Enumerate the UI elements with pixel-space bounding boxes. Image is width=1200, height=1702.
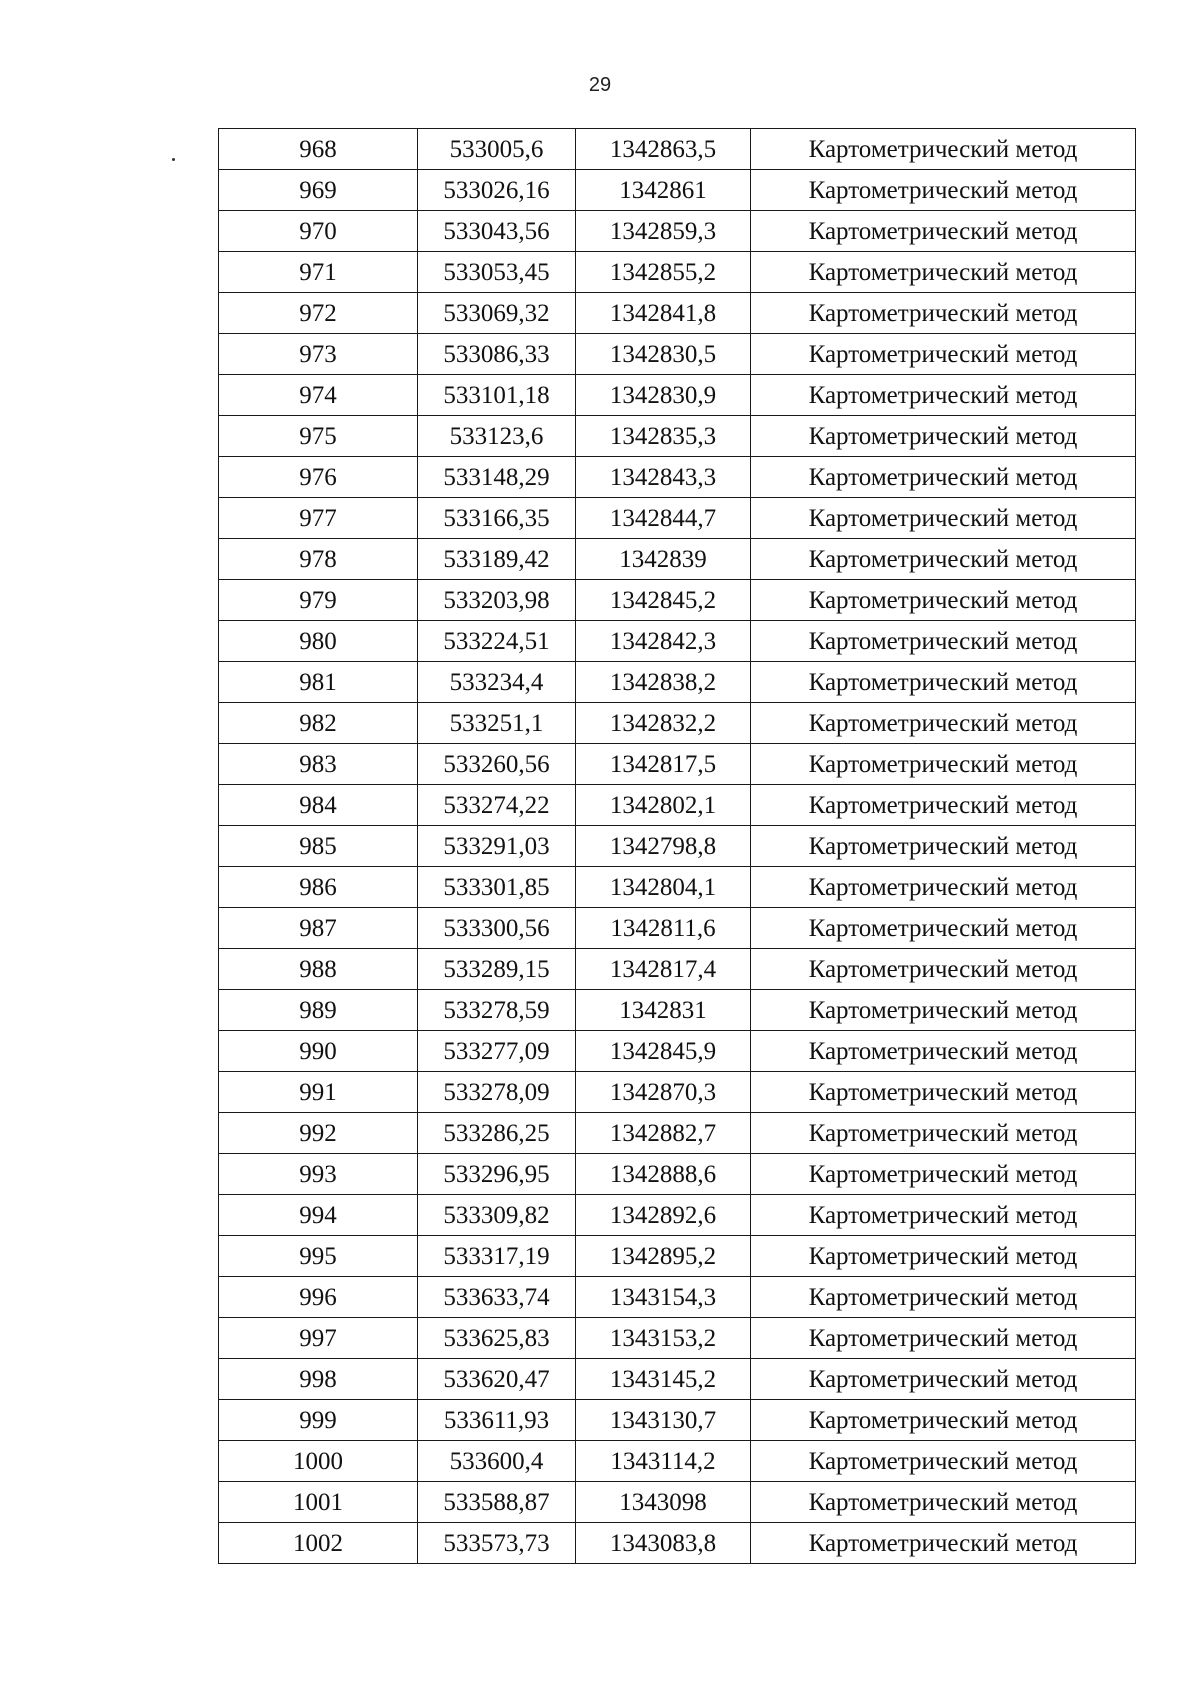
table-row [219, 375, 1136, 416]
x-coordinate-cell: 533203,98 [418, 580, 576, 621]
x-coordinate-cell: 533101,18 [418, 375, 576, 416]
method-cell: Картометрический метод [751, 580, 1136, 621]
y-coordinate-cell: 1342892,6 [576, 1195, 751, 1236]
method-cell: Картометрический метод [751, 949, 1136, 990]
y-coordinate-cell: 1342859,3 [576, 211, 751, 252]
x-coordinate-cell: 533573,73 [418, 1523, 576, 1564]
method-cell: Картометрический метод [751, 1031, 1136, 1072]
point-number-cell: 968 [219, 129, 418, 170]
point-number-cell: 985 [219, 826, 418, 867]
method-cell: Картометрический метод [751, 621, 1136, 662]
point-number-cell: 969 [219, 170, 418, 211]
method-cell: Картометрический метод [751, 457, 1136, 498]
point-number-cell: 987 [219, 908, 418, 949]
point-number-cell: 1000 [219, 1441, 418, 1482]
y-coordinate-cell: 1342843,3 [576, 457, 751, 498]
table-row [219, 949, 1136, 990]
method-cell: Картометрический метод [751, 826, 1136, 867]
x-coordinate-cell: 533309,82 [418, 1195, 576, 1236]
y-coordinate-cell: 1342842,3 [576, 621, 751, 662]
method-cell: Картометрический метод [751, 375, 1136, 416]
x-coordinate-cell: 533633,74 [418, 1277, 576, 1318]
x-coordinate-cell: 533625,83 [418, 1318, 576, 1359]
y-coordinate-cell: 1342831 [576, 990, 751, 1031]
table-row [219, 580, 1136, 621]
table-row [219, 170, 1136, 211]
y-coordinate-cell: 1343153,2 [576, 1318, 751, 1359]
y-coordinate-cell: 1343098 [576, 1482, 751, 1523]
x-coordinate-cell: 533224,51 [418, 621, 576, 662]
table-row [219, 211, 1136, 252]
point-number-cell: 986 [219, 867, 418, 908]
x-coordinate-cell: 533026,16 [418, 170, 576, 211]
point-number-cell: 975 [219, 416, 418, 457]
y-coordinate-cell: 1342817,5 [576, 744, 751, 785]
x-coordinate-cell: 533260,56 [418, 744, 576, 785]
point-number-cell: 991 [219, 1072, 418, 1113]
y-coordinate-cell: 1342845,9 [576, 1031, 751, 1072]
point-number-cell: 974 [219, 375, 418, 416]
table-row [219, 539, 1136, 580]
table-row [219, 252, 1136, 293]
x-coordinate-cell: 533286,25 [418, 1113, 576, 1154]
y-coordinate-cell: 1342845,2 [576, 580, 751, 621]
method-cell: Картометрический метод [751, 1195, 1136, 1236]
method-cell: Картометрический метод [751, 252, 1136, 293]
point-number-cell: 997 [219, 1318, 418, 1359]
point-number-cell: 984 [219, 785, 418, 826]
table-row [219, 1236, 1136, 1277]
point-number-cell: 994 [219, 1195, 418, 1236]
y-coordinate-cell: 1342855,2 [576, 252, 751, 293]
point-number-cell: 992 [219, 1113, 418, 1154]
method-cell: Картометрический метод [751, 334, 1136, 375]
table-row [219, 662, 1136, 703]
x-coordinate-cell: 533123,6 [418, 416, 576, 457]
x-coordinate-cell: 533620,47 [418, 1359, 576, 1400]
x-coordinate-cell: 533274,22 [418, 785, 576, 826]
y-coordinate-cell: 1343130,7 [576, 1400, 751, 1441]
table-row [219, 1523, 1136, 1564]
point-number-cell: 977 [219, 498, 418, 539]
x-coordinate-cell: 533148,29 [418, 457, 576, 498]
y-coordinate-cell: 1342830,5 [576, 334, 751, 375]
y-coordinate-cell: 1342830,9 [576, 375, 751, 416]
point-number-cell: 996 [219, 1277, 418, 1318]
x-coordinate-cell: 533278,59 [418, 990, 576, 1031]
point-number-cell: 983 [219, 744, 418, 785]
method-cell: Картометрический метод [751, 1523, 1136, 1564]
method-cell: Картометрический метод [751, 1072, 1136, 1113]
method-cell: Картометрический метод [751, 703, 1136, 744]
table-row [219, 703, 1136, 744]
point-number-cell: 980 [219, 621, 418, 662]
method-cell: Картометрический метод [751, 785, 1136, 826]
table-row [219, 744, 1136, 785]
table-row [219, 867, 1136, 908]
table-row [219, 457, 1136, 498]
y-coordinate-cell: 1342841,8 [576, 293, 751, 334]
table-row [219, 1154, 1136, 1195]
coordinates-table-body [219, 129, 1136, 1564]
point-number-cell: 1001 [219, 1482, 418, 1523]
method-cell: Картометрический метод [751, 1441, 1136, 1482]
method-cell: Картометрический метод [751, 1482, 1136, 1523]
method-cell: Картометрический метод [751, 416, 1136, 457]
method-cell: Картометрический метод [751, 1359, 1136, 1400]
x-coordinate-cell: 533600,4 [418, 1441, 576, 1482]
y-coordinate-cell: 1342835,3 [576, 416, 751, 457]
point-number-cell: 999 [219, 1400, 418, 1441]
table-row [219, 1482, 1136, 1523]
table-row [219, 785, 1136, 826]
x-coordinate-cell: 533053,45 [418, 252, 576, 293]
x-coordinate-cell: 533317,19 [418, 1236, 576, 1277]
method-cell: Картометрический метод [751, 1236, 1136, 1277]
point-number-cell: 993 [219, 1154, 418, 1195]
method-cell: Картометрический метод [751, 908, 1136, 949]
method-cell: Картометрический метод [751, 1277, 1136, 1318]
y-coordinate-cell: 1343114,2 [576, 1441, 751, 1482]
table-row [219, 293, 1136, 334]
table-row [219, 1072, 1136, 1113]
x-coordinate-cell: 533291,03 [418, 826, 576, 867]
method-cell: Картометрический метод [751, 293, 1136, 334]
x-coordinate-cell: 533300,56 [418, 908, 576, 949]
x-coordinate-cell: 533234,4 [418, 662, 576, 703]
x-coordinate-cell: 533278,09 [418, 1072, 576, 1113]
method-cell: Картометрический метод [751, 498, 1136, 539]
y-coordinate-cell: 1342811,6 [576, 908, 751, 949]
table-row [219, 1441, 1136, 1482]
method-cell: Картометрический метод [751, 539, 1136, 580]
point-number-cell: 979 [219, 580, 418, 621]
y-coordinate-cell: 1342888,6 [576, 1154, 751, 1195]
x-coordinate-cell: 533289,15 [418, 949, 576, 990]
x-coordinate-cell: 533166,35 [418, 498, 576, 539]
point-number-cell: 988 [219, 949, 418, 990]
method-cell: Картометрический метод [751, 1400, 1136, 1441]
table-row [219, 1113, 1136, 1154]
method-cell: Картометрический метод [751, 1113, 1136, 1154]
y-coordinate-cell: 1342832,2 [576, 703, 751, 744]
y-coordinate-cell: 1343083,8 [576, 1523, 751, 1564]
x-coordinate-cell: 533301,85 [418, 867, 576, 908]
table-row [219, 990, 1136, 1031]
point-number-cell: 990 [219, 1031, 418, 1072]
x-coordinate-cell: 533069,32 [418, 293, 576, 334]
method-cell: Картометрический метод [751, 990, 1136, 1031]
method-cell: Картометрический метод [751, 1318, 1136, 1359]
point-number-cell: 1002 [219, 1523, 418, 1564]
y-coordinate-cell: 1342817,4 [576, 949, 751, 990]
method-cell: Картометрический метод [751, 662, 1136, 703]
point-number-cell: 989 [219, 990, 418, 1031]
x-coordinate-cell: 533251,1 [418, 703, 576, 744]
scan-artifact-dot [172, 158, 175, 161]
y-coordinate-cell: 1342861 [576, 170, 751, 211]
y-coordinate-cell: 1342802,1 [576, 785, 751, 826]
x-coordinate-cell: 533588,87 [418, 1482, 576, 1523]
y-coordinate-cell: 1343145,2 [576, 1359, 751, 1400]
method-cell: Картометрический метод [751, 1154, 1136, 1195]
y-coordinate-cell: 1343154,3 [576, 1277, 751, 1318]
point-number-cell: 995 [219, 1236, 418, 1277]
y-coordinate-cell: 1342863,5 [576, 129, 751, 170]
x-coordinate-cell: 533043,56 [418, 211, 576, 252]
y-coordinate-cell: 1342870,3 [576, 1072, 751, 1113]
y-coordinate-cell: 1342895,2 [576, 1236, 751, 1277]
x-coordinate-cell: 533296,95 [418, 1154, 576, 1195]
table-row [219, 1195, 1136, 1236]
table-row [219, 498, 1136, 539]
y-coordinate-cell: 1342839 [576, 539, 751, 580]
point-number-cell: 978 [219, 539, 418, 580]
table-row [219, 826, 1136, 867]
point-number-cell: 970 [219, 211, 418, 252]
point-number-cell: 976 [219, 457, 418, 498]
method-cell: Картометрический метод [751, 211, 1136, 252]
x-coordinate-cell: 533086,33 [418, 334, 576, 375]
table-row [219, 416, 1136, 457]
point-number-cell: 972 [219, 293, 418, 334]
y-coordinate-cell: 1342882,7 [576, 1113, 751, 1154]
page-number: 29 [588, 74, 612, 96]
method-cell: Картометрический метод [751, 129, 1136, 170]
table-row [219, 1031, 1136, 1072]
table-row [219, 1400, 1136, 1441]
method-cell: Картометрический метод [751, 170, 1136, 211]
y-coordinate-cell: 1342798,8 [576, 826, 751, 867]
table-row [219, 334, 1136, 375]
x-coordinate-cell: 533189,42 [418, 539, 576, 580]
table-row [219, 1318, 1136, 1359]
point-number-cell: 973 [219, 334, 418, 375]
y-coordinate-cell: 1342838,2 [576, 662, 751, 703]
method-cell: Картометрический метод [751, 744, 1136, 785]
y-coordinate-cell: 1342844,7 [576, 498, 751, 539]
table-row [219, 1359, 1136, 1400]
point-number-cell: 998 [219, 1359, 418, 1400]
table-row [219, 1277, 1136, 1318]
x-coordinate-cell: 533005,6 [418, 129, 576, 170]
table-row [219, 129, 1136, 170]
point-number-cell: 981 [219, 662, 418, 703]
x-coordinate-cell: 533611,93 [418, 1400, 576, 1441]
coordinates-table [218, 128, 1136, 1564]
point-number-cell: 982 [219, 703, 418, 744]
point-number-cell: 971 [219, 252, 418, 293]
x-coordinate-cell: 533277,09 [418, 1031, 576, 1072]
table-row [219, 621, 1136, 662]
y-coordinate-cell: 1342804,1 [576, 867, 751, 908]
method-cell: Картометрический метод [751, 867, 1136, 908]
table-row [219, 908, 1136, 949]
